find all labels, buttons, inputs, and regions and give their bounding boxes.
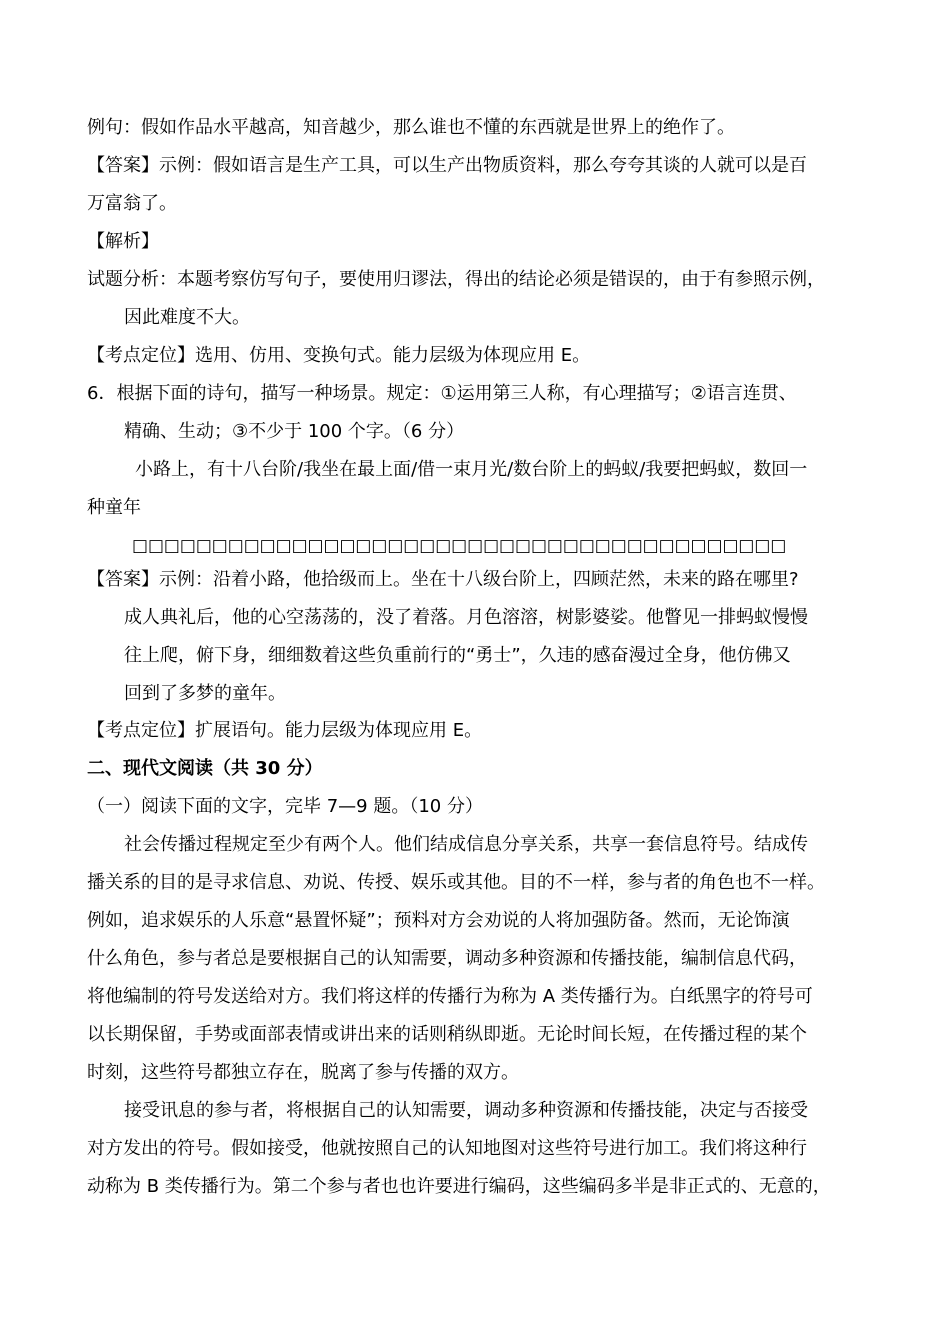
answer-line: 万富翁了。 (87, 193, 177, 214)
passage-line: 接受讯息的参与者，将根据自己的认知需要，调动多种资源和传播技能，决定与否接受 (124, 1100, 808, 1121)
passage-line: 社会传播过程规定至少有两个人。他们结成信息分享关系，共享一套信息符号。结成传 (124, 834, 808, 855)
analysis-line: 因此难度不大。 (124, 307, 250, 328)
passage-line: 例如，追求娱乐的人乐意“悬置怀疑”；预料对方会劝说的人将加强防备。然而，无论饰演 (87, 910, 790, 931)
key-point-line: 【考点定位】扩展语句。能力层级为体现应用 E。 (87, 720, 483, 741)
answer-line: 【答案】示例：沿着小路，他拾级而上。坐在十八级台阶上，四顾茫然，未来的路在哪里? (87, 569, 799, 590)
passage-line: 将他编制的符号发送给对方。我们将这样的传播行为称为 A 类传播行为。白纸黑字的符号可 (87, 986, 813, 1007)
question-6-line: 6．根据下面的诗句，描写一种场景。规定：①运用第三人称，有心理描写；②语言连贯、 (87, 383, 797, 404)
passage-line: 时刻，这些符号都独立存在，脱离了参与传播的双方。 (87, 1062, 519, 1083)
section-heading: 二、现代文阅读（共 30 分） (87, 758, 323, 779)
answer-line: 成人典礼后，他的心空荡荡的，没了着落。月色溶溶，树影婆娑。他瞥见一排蚂蚁慢慢 (124, 607, 808, 628)
passage-line: 以长期保留，手势或面部表情或讲出来的话则稍纵即逝。无论时间长短，在传播过程的某个 (87, 1024, 807, 1045)
question-6-line: 精确、生动；③不少于 100 个字。（6 分） (124, 421, 465, 442)
answer-blank-boxes: □□□□□□□□□□□□□□□□□□□□□□□□□□□□□□□□□□□□□□□□□ (132, 535, 787, 555)
answer-line: 回到了多梦的童年。 (124, 683, 286, 704)
passage-line: 什么角色，参与者总是要根据自己的认知需要，调动多种资源和传播技能，编制信息代码， (87, 948, 807, 969)
poem-line: 小路上，有十八台阶/我坐在最上面/借一束月光/数台阶上的蚂蚁/我要把蚂蚁，数回一 (135, 459, 808, 480)
subsection-heading: （一）阅读下面的文字，完毕 7—9 题。（10 分） (87, 796, 483, 817)
analysis-heading: 【解析】 (87, 231, 159, 252)
key-point-line: 【考点定位】选用、仿用、变换句式。能力层级为体现应用 E。 (87, 345, 591, 366)
passage-line: 动称为 B 类传播行为。第二个参与者也也许要进行编码，这些编码多半是非正式的、无意的， (87, 1176, 831, 1197)
analysis-line: 试题分析：本题考察仿写句子，要使用归谬法，得出的结论必须是错误的，由于有参照示例， (87, 269, 825, 290)
poem-line: 种童年 (87, 497, 141, 518)
example-sentence: 例句：假如作品水平越高，知音越少，那么谁也不懂的东西就是世界上的绝作了。 (87, 117, 735, 138)
passage-line: 播关系的目的是寻求信息、劝说、传授、娱乐或其他。目的不一样，参与者的角色也不一样。 (87, 872, 825, 893)
answer-line: 【答案】示例：假如语言是生产工具，可以生产出物质资料，那么夸夸其谈的人就可以是百 (87, 155, 807, 176)
passage-line: 对方发出的符号。假如接受，他就按照自己的认知地图对这些符号进行加工。我们将这种行 (87, 1138, 807, 1159)
answer-line: 往上爬，俯下身，细细数着这些负重前行的“勇士”，久违的感奋漫过全身，他仿佛又 (124, 645, 791, 666)
